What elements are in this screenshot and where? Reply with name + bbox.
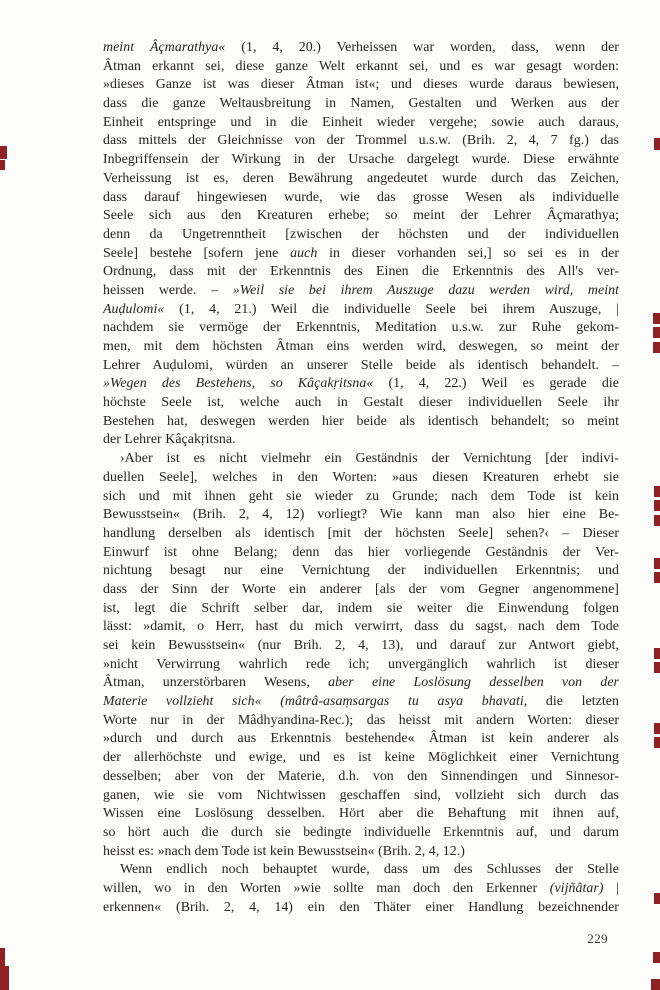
- text-line: willen, wo in den Worten »wie sollte man doch den Erkenner (vijñâtar) |: [103, 880, 619, 896]
- text-line: so hört auch die durch sie bedingte individuelle Erkenntnis auf, und darum: [103, 824, 619, 840]
- text-line: Auḍulomi« (1, 4, 21.) Weil die individuelle Seele bei ihrem Auszuge, |: [103, 301, 619, 317]
- text-line: dass mittels der Gleichnisse von der Trommel u.s.w. (Brih. 2, 4, 7 fg.) das: [103, 133, 619, 149]
- scan-artifact: [0, 146, 7, 159]
- text-line: Lehrer Auḍulomi, würden an unserer Stelle beide als identisch behandelt. –: [103, 357, 619, 373]
- text-line: erkennen« (Brih. 2, 4, 14) ein den Thäter einer Handlung bezeichnender: [103, 899, 619, 915]
- scan-artifact: [654, 648, 660, 659]
- scan-artifact: [653, 313, 660, 324]
- text-line: Einwurf ist ohne Belang; denn das hier vorliegende Geständnis der Ver-: [103, 544, 619, 560]
- scan-artifact: [654, 737, 660, 748]
- text-line: Âtman erkannt sei, diese ganze Welt erkannt sei, und es war gesagt worden:: [103, 58, 619, 74]
- scan-artifact: [654, 723, 660, 734]
- text-line: duellen Seele], welches in den Worten: »aus diesen Kreaturen erhebt sie: [103, 469, 619, 485]
- scan-artifact: [0, 966, 9, 990]
- text-line: Âtman, unzerstörbaren Wesens, aber eine Loslösung desselben von der: [103, 675, 619, 691]
- scan-artifact: [654, 486, 660, 497]
- text-line: lässt: »damit, o Herr, hast du mich verwirrt, dass du sagst, nach dem Tode: [103, 619, 619, 635]
- text-line: dass darauf hingewiesen wurde, wie das grosse Wesen als individuelle: [103, 189, 619, 205]
- text-line: »nicht Verwirrung wahrlich rede ich; unvergänglich wahrlich ist dieser: [103, 656, 619, 672]
- scan-artifact: [654, 572, 660, 583]
- text-line: »dieses Ganze ist was dieser Âtman ist«; und dieses wurde daraus bewiesen,: [103, 77, 619, 93]
- text-line: der Lehrer Kâçakṛitsna.: [103, 432, 236, 448]
- scan-artifact: [0, 948, 5, 966]
- scan-artifact: [653, 342, 660, 353]
- text-line: dass die ganze Weltausbreitung in Namen, Gestalten und Werken aus der: [103, 96, 619, 112]
- text-line: ›Aber ist es nicht vielmehr ein Geständnis der Vernichtung [der indivi-: [120, 451, 619, 467]
- page-text: [103, 39, 619, 917]
- page-number: 229: [587, 931, 608, 946]
- text-line: Seele] bestehe [sofern jene auch in dieser vorhanden sei,] so sei es in der: [103, 245, 619, 261]
- scan-artifact: [654, 558, 660, 569]
- text-line: ganen, wie sie vom Nichtwissen geschaffen sind, vollzieht sich durch das: [103, 787, 619, 803]
- text-line: meint Âçmarathya« (1, 4, 20.) Verheissen war worden, dass, wenn der: [103, 40, 619, 55]
- text-line: Einheit entspringe und in die Einheit wieder vergehe; sowie auch daraus,: [103, 114, 619, 130]
- scan-artifact: [654, 138, 660, 150]
- text-line: Verheissung ist es, deren Bewährung angedeutet wurde durch das Zeichen,: [103, 170, 619, 186]
- scan-artifact: [654, 515, 660, 526]
- text-line: heisst es: »nach dem Tode ist kein Bewusstsein« (Brih. 2, 4, 12.): [103, 843, 465, 859]
- text-line: heissen werde. – »Weil sie bei ihrem Auszuge dazu werden wird, meint: [103, 282, 619, 298]
- text-line: Materie vollzieht sich« (mâtrâ-asaṃsargas tu asya bhavati, die letzten: [103, 694, 619, 710]
- text-line: Worte nur in der Mâdhyandina-Rec.); das heisst mit andern Worten: dieser: [103, 712, 619, 728]
- text-line: »durch und durch aus Erkenntnis bestehende« Âtman ist kein anderer als: [103, 731, 619, 747]
- text-line: sich und mit ihnen geht sie wieder zu Grunde; nach dem Tode ist kein: [103, 488, 619, 504]
- scan-artifact: [654, 500, 660, 511]
- text-line: Bestehen hat, deswegen werden hier beide als identisch behandelt; so meint: [103, 413, 619, 429]
- text-line: desselben; aber von der Materie, d.h. von den Sinnendingen und Sinnesor-: [103, 768, 619, 784]
- text-line: »Wegen des Bestehens, so Kâçakṛitsna« (1, 4, 22.) Weil es gerade die: [103, 376, 619, 392]
- text-line: denn da Ungetrenntheit [zwischen der höchsten und der individuellen: [103, 226, 619, 242]
- text-line: handlung derselben als identisch [mit der höchsten Seele] sehen?‹ – Dieser: [103, 525, 619, 541]
- text-line: sei kein Bewusstsein« (nur Brih. 2, 4, 13), und darauf zur Antwort giebt,: [103, 638, 619, 653]
- text-line: men, mit dem höchsten Âtman eins werden wird, deswegen, so meint der: [103, 339, 619, 354]
- text-line: Wissen eine Loslösung desselben. Hört aber die Behaftung mit ihnen auf,: [103, 806, 619, 822]
- scan-artifact: [653, 952, 660, 963]
- text-line: dass der Sinn der Worte ein anderer [als der vom Gegner angenommene]: [103, 581, 619, 597]
- text-line: Ordnung, dass mit der Erkenntnis des Einen die Erkenntnis des All's ver-: [103, 264, 619, 280]
- scan-artifact: [654, 893, 660, 904]
- text-line: höchste Seele ist, welche auch in Gestalt dieser individuellen Seele ihr: [103, 395, 619, 411]
- text-line: Seele sich aus den Kreaturen erhebe; so meint der Lehrer Âçmarathya;: [103, 208, 619, 224]
- text-line: ist, legt die Schrift selber dar, indem sie weiter die Einwendung folgen: [103, 600, 619, 616]
- text-line: Wenn endlich noch behauptet wurde, dass um des Schlusses der Stelle: [120, 862, 619, 878]
- text-line: nichtung besagt nur eine Vernichtung der individuellen Erkenntnis; und: [103, 563, 619, 579]
- scan-artifact: [654, 662, 660, 673]
- text-line: nachdem sie vermöge der Erkenntnis, Meditation u.s.w. zur Ruhe gekom-: [103, 320, 619, 336]
- text-line: der allerhöchste und ewige, und es ist keine Möglichkeit einer Vernichtung: [103, 750, 619, 766]
- scan-artifact: [653, 327, 660, 338]
- text-line: Bewusstsein« (Brih. 2, 4, 12) vorliegt? Wie kann man also hier eine Be-: [103, 507, 619, 523]
- text-line: Inbegriffensein der Wirkung in der Ursache dargelegt wurde. Diese erwähnte: [103, 152, 619, 168]
- scan-artifact: [651, 979, 660, 990]
- scan-artifact: [0, 160, 5, 170]
